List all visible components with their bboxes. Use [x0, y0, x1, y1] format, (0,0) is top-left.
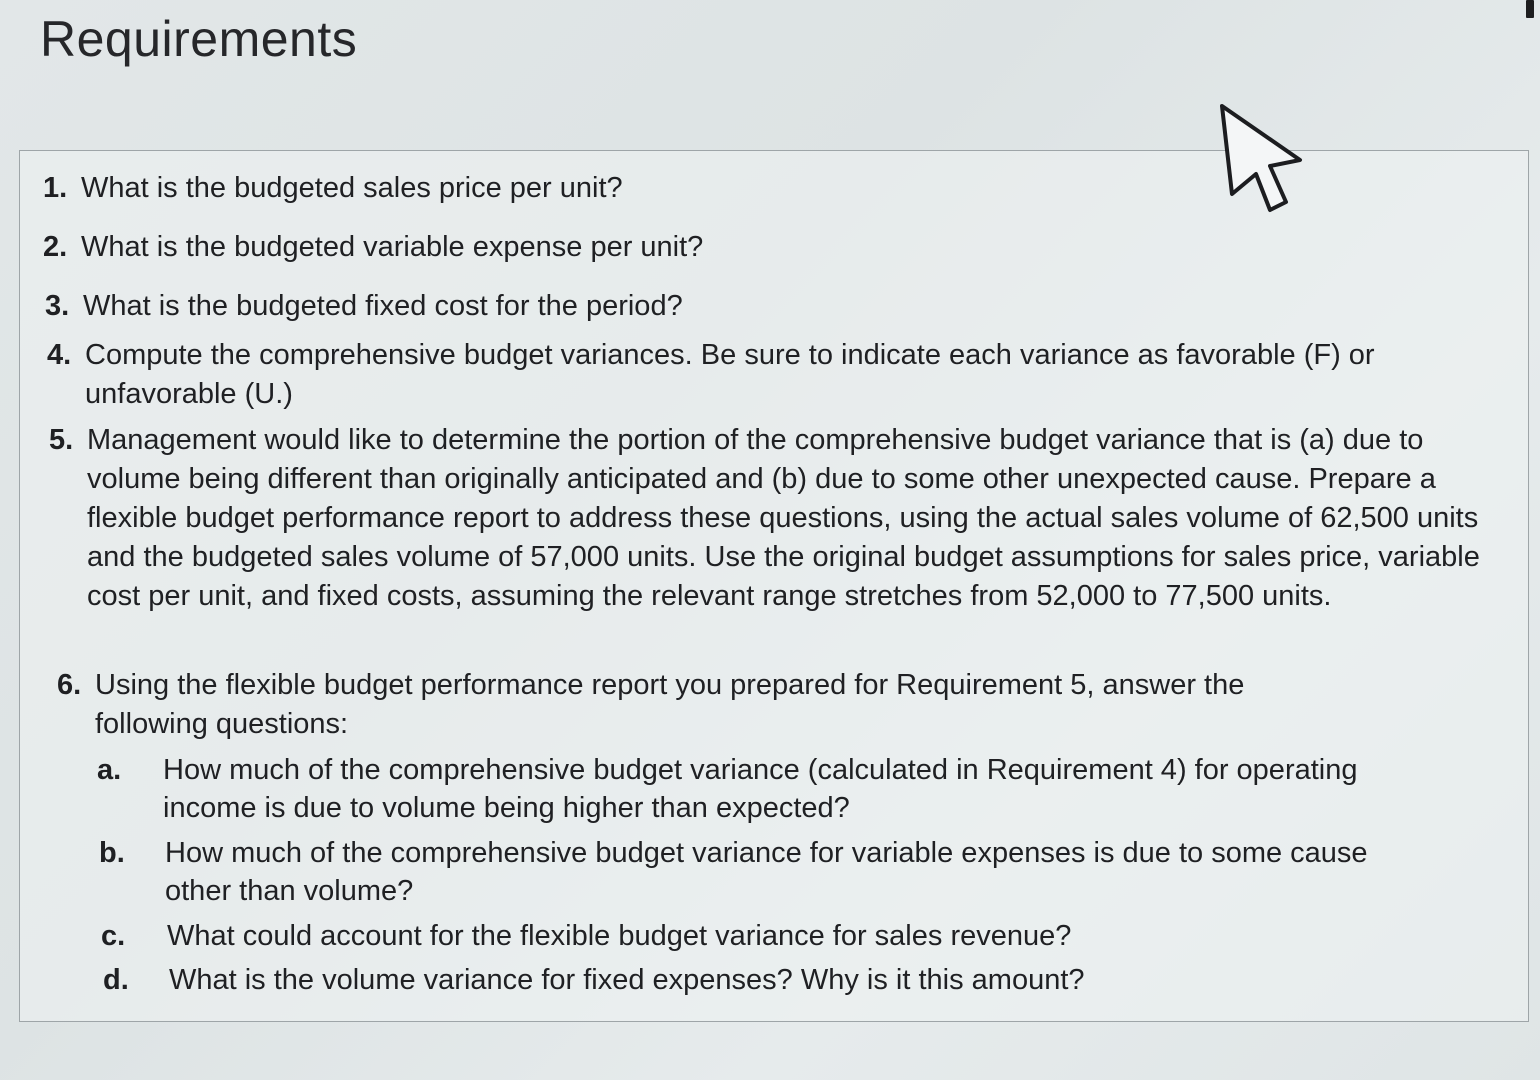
requirement-number: 4. — [47, 339, 72, 371]
window-edge-mark — [1526, 0, 1534, 18]
sub-question-text: How much of the comprehensive budget variance for variable expenses is due to some cause other than volume? — [165, 837, 1368, 907]
mouse-pointer-icon — [1218, 102, 1306, 214]
sub-question-text: What could account for the flexible budget variance for sales revenue? — [167, 920, 1072, 952]
requirement-number: 5. — [49, 424, 74, 456]
requirement-6 — [57, 666, 1317, 744]
requirement-number: 6. — [57, 669, 82, 701]
requirement-text: What is the budgeted fixed cost for the period? — [83, 290, 683, 322]
sub-question-text: How much of the comprehensive budget variance (calculated in Requirement 4) for operating income is due to volume being higher than expected? — [163, 754, 1358, 824]
sub-question-letter: d. — [103, 964, 129, 996]
requirement-text: What is the budgeted sales price per unit? — [81, 172, 623, 204]
requirement-number: 3. — [45, 290, 70, 322]
requirement-3 — [45, 287, 1465, 326]
sub-question-b — [99, 834, 1439, 910]
requirement-text: What is the budgeted variable expense per unit? — [81, 231, 704, 263]
requirements-panel — [19, 150, 1529, 1022]
sub-question-a — [97, 751, 1437, 827]
sub-question-d — [103, 961, 1443, 999]
sub-question-c — [101, 917, 1441, 955]
sub-question-letter: c. — [101, 920, 126, 952]
sub-question-text: What is the volume variance for fixed expenses? Why is it this amount? — [169, 964, 1085, 996]
requirement-number: 1. — [43, 172, 68, 204]
requirement-4 — [47, 336, 1465, 414]
requirement-text: Using the flexible budget performance report you prepared for Requirement 5, answer the following questions: — [95, 669, 1245, 740]
page-title: Requirements — [40, 11, 358, 67]
sub-question-letter: b. — [99, 837, 125, 869]
requirement-text: Compute the comprehensive budget variances. Be sure to indicate each variance as favorable (F) or unfavorable (U.) — [85, 339, 1375, 410]
requirement-5 — [49, 421, 1501, 616]
requirement-2 — [43, 228, 1463, 267]
requirement-text: Management would like to determine the portion of the comprehensive budget variance that is (a) due to volume being different than originally anticipated and (b) due to some other unexpected cause. Prepare a flexible budget performance report to address these questions, using the actual sales volume of 62,500 units and the budgeted sales volume of 57,000 units. Use the original budget assumptions for sales price, variable cost per unit, and fixed costs, assuming the relevant range stretches from 52,000 to 77,500 units. — [87, 424, 1480, 612]
requirement-number: 2. — [43, 231, 68, 263]
sub-question-letter: a. — [97, 754, 122, 786]
